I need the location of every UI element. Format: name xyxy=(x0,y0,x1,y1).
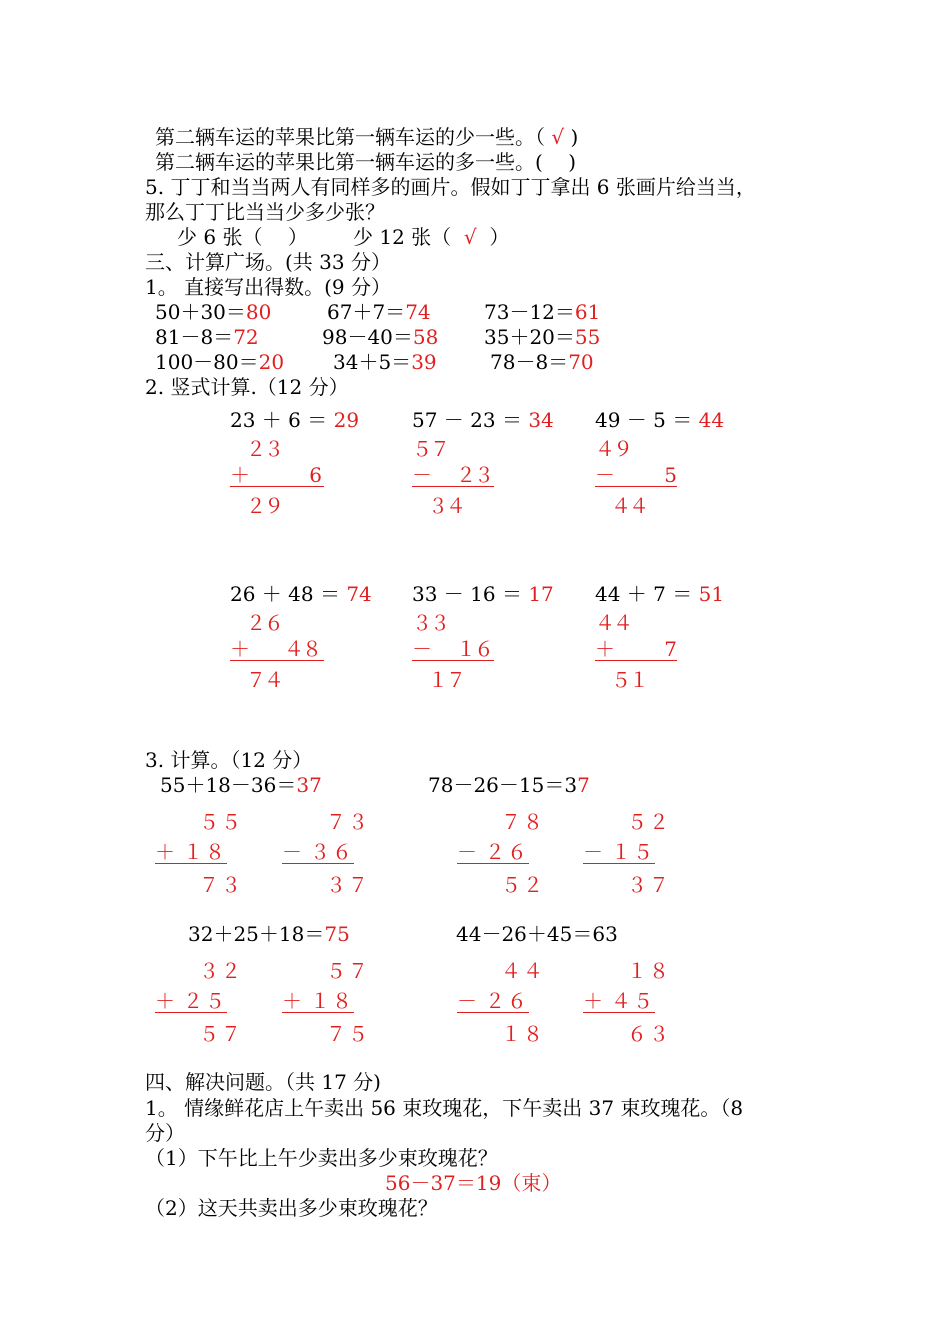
result: ２９ xyxy=(246,494,282,518)
direct-problem xyxy=(490,350,594,374)
operator: ＋ xyxy=(230,463,250,487)
section-3-title: 三、计算广场。(共 33 分） xyxy=(145,250,391,274)
part-2-title: 2. 竖式计算.（12 分） xyxy=(145,375,349,399)
answer: 44 xyxy=(698,408,725,432)
step-bottom-number: ２６ xyxy=(485,840,529,864)
direct-problem xyxy=(327,300,431,324)
answer: 70 xyxy=(568,350,594,374)
q5-option-2: 少 12 张（ √ ） xyxy=(353,225,510,249)
expression: 50＋30＝ xyxy=(155,300,246,324)
answer: 7 xyxy=(577,773,590,797)
expression: 44 ＋ 7 ＝ xyxy=(595,582,699,606)
part-1-title: 1。 直接写出得数。(9 分） xyxy=(145,275,391,299)
step-bottom-number: ４５ xyxy=(611,989,655,1013)
step-operator-line xyxy=(457,841,529,864)
step-bottom-number: １８ xyxy=(310,989,354,1013)
operator: － xyxy=(412,637,432,661)
sub-question-1: （1）下午比上午少卖出多少束玫瑰花？ xyxy=(145,1146,498,1170)
expression: 44－26＋45＝63 xyxy=(456,922,618,946)
section-4-title: 四、解决问题。（共 17 分) xyxy=(145,1070,381,1094)
step-operator-line xyxy=(282,990,354,1013)
expression: 100－80＝ xyxy=(155,350,259,374)
vertical-problem xyxy=(230,408,359,432)
step-result: ５２ xyxy=(501,873,545,897)
step-top-number: ５５ xyxy=(199,810,243,834)
step-result: ７３ xyxy=(199,873,243,897)
bottom-number: 5 xyxy=(664,463,675,487)
multi-step-problem xyxy=(188,922,350,946)
operator: ＋ xyxy=(230,637,250,661)
expression: 33 － 16 ＝ xyxy=(412,582,529,606)
check-answer: √ xyxy=(551,125,565,149)
problem-1-line1: 1。 情缘鲜花店上午卖出 56 束玫瑰花，下午卖出 37 束玫瑰花。（8 xyxy=(145,1096,744,1120)
step-bottom-number: ３６ xyxy=(310,840,354,864)
top-number: ２６ xyxy=(246,611,282,635)
vertical-problem xyxy=(412,408,554,432)
top-number: ５７ xyxy=(412,437,448,461)
step-bottom-number: ２５ xyxy=(183,989,227,1013)
direct-problem xyxy=(484,325,600,349)
step-operator-line xyxy=(155,841,227,864)
step-top-number: ３２ xyxy=(199,959,243,983)
step-top-number: ５２ xyxy=(627,810,671,834)
expression: 32＋25＋18＝ xyxy=(188,922,325,946)
direct-problem xyxy=(155,350,284,374)
operator: － xyxy=(412,463,432,487)
vertical-problem xyxy=(595,408,724,432)
operator-line xyxy=(412,464,494,487)
q5-option-1: 少 6 张（ ） xyxy=(177,225,308,249)
answer: 72 xyxy=(233,325,259,349)
expression: 49 － 5 ＝ xyxy=(595,408,699,432)
sub-question-2: （2）这天共卖出多少束玫瑰花？ xyxy=(145,1196,438,1220)
question-5-line1: 5. 丁丁和当当两人有同样多的画片。假如丁丁拿出 6 张画片给当当， xyxy=(145,175,756,199)
operator: － xyxy=(595,463,615,487)
bottom-number: 7 xyxy=(664,637,675,661)
answer: 37 xyxy=(296,773,322,797)
multi-step-problem xyxy=(456,922,618,946)
multi-step-problem xyxy=(428,773,590,797)
direct-problem xyxy=(333,350,437,374)
bottom-number: １６ xyxy=(456,637,492,661)
step-result: １８ xyxy=(501,1022,545,1046)
vertical-problem xyxy=(230,582,372,606)
problem-1-line2: 分） xyxy=(145,1121,185,1145)
vertical-problem xyxy=(412,582,554,606)
top-number: ３３ xyxy=(412,611,448,635)
bottom-number: ２３ xyxy=(456,463,492,487)
operator-line xyxy=(412,638,494,661)
step-result: ３７ xyxy=(627,873,671,897)
option-more: 第二辆车运的苹果比第一辆车运的多一些。( ) xyxy=(155,150,577,174)
expression: 26 ＋ 48 ＝ xyxy=(230,582,347,606)
direct-problem xyxy=(155,300,271,324)
part-3-title: 3. 计算。（12 分） xyxy=(145,748,313,772)
step-top-number: ５７ xyxy=(326,959,370,983)
answer: 80 xyxy=(245,300,272,324)
step-operator: ＋ xyxy=(282,989,302,1013)
question-5-line2: 那么丁丁比当当少多少张？ xyxy=(145,200,385,224)
answer: 58 xyxy=(412,325,439,349)
expression: 98－40＝ xyxy=(322,325,413,349)
top-number: ４４ xyxy=(595,611,631,635)
expression: 34＋5＝ xyxy=(333,350,412,374)
expression: 78－26－15＝3 xyxy=(428,773,578,797)
step-operator-line xyxy=(155,990,227,1013)
step-bottom-number: ２６ xyxy=(485,989,529,1013)
operator-line xyxy=(230,464,324,487)
expression: 35＋20＝ xyxy=(484,325,575,349)
step-operator-line xyxy=(457,990,529,1013)
step-operator: － xyxy=(282,840,302,864)
step-result: ７５ xyxy=(326,1022,370,1046)
step-operator: ＋ xyxy=(155,840,175,864)
answer: 75 xyxy=(324,922,350,946)
operator-line xyxy=(230,638,324,661)
step-top-number: ７８ xyxy=(501,810,545,834)
operator-line xyxy=(595,464,677,487)
answer: 51 xyxy=(698,582,725,606)
direct-problem xyxy=(155,325,259,349)
answer: 29 xyxy=(333,408,360,432)
answer: 61 xyxy=(574,300,601,324)
expression: 73－12＝ xyxy=(484,300,575,324)
expression: 81－8＝ xyxy=(155,325,234,349)
step-operator-line xyxy=(583,990,655,1013)
operator-line xyxy=(595,638,677,661)
bottom-number: ４８ xyxy=(284,637,320,661)
step-operator: － xyxy=(457,840,477,864)
answer: 74 xyxy=(405,300,431,324)
answer: 39 xyxy=(411,350,437,374)
option-less: 第二辆车运的苹果比第一辆车运的少一些。（ √ ) xyxy=(155,125,579,149)
result: ７４ xyxy=(246,668,282,692)
answer: 20 xyxy=(258,350,285,374)
check-answer: √ xyxy=(463,225,477,249)
step-top-number: ４４ xyxy=(501,959,545,983)
expression: 57 － 23 ＝ xyxy=(412,408,529,432)
top-number: ２３ xyxy=(246,437,282,461)
vertical-problem xyxy=(595,582,724,606)
result: ３４ xyxy=(428,494,464,518)
expression: 78－8＝ xyxy=(490,350,569,374)
step-operator: － xyxy=(457,989,477,1013)
step-operator: － xyxy=(583,840,603,864)
step-top-number: １８ xyxy=(627,959,671,983)
expression: 55＋18－36＝ xyxy=(160,773,297,797)
operator: ＋ xyxy=(595,637,615,661)
answer: 74 xyxy=(346,582,372,606)
direct-problem xyxy=(322,325,438,349)
step-operator: ＋ xyxy=(155,989,175,1013)
step-operator-line xyxy=(282,841,354,864)
step-bottom-number: １８ xyxy=(183,840,227,864)
result: １７ xyxy=(428,668,464,692)
expression: 23 ＋ 6 ＝ xyxy=(230,408,334,432)
step-bottom-number: １５ xyxy=(611,840,655,864)
expression: 67＋7＝ xyxy=(327,300,406,324)
answer: 34 xyxy=(528,408,554,432)
step-top-number: ７３ xyxy=(326,810,370,834)
step-result: ３７ xyxy=(326,873,370,897)
multi-step-problem xyxy=(160,773,322,797)
bottom-number: 6 xyxy=(309,463,320,487)
result: ５１ xyxy=(611,668,647,692)
sub-question-1-answer: 56－37＝19（束） xyxy=(385,1171,562,1195)
top-number: ４９ xyxy=(595,437,631,461)
result: ４４ xyxy=(611,494,647,518)
step-result: ５７ xyxy=(199,1022,243,1046)
direct-problem xyxy=(484,300,600,324)
answer: 55 xyxy=(574,325,601,349)
answer: 17 xyxy=(528,582,554,606)
step-operator-line xyxy=(583,841,655,864)
step-operator: ＋ xyxy=(583,989,603,1013)
step-result: ６３ xyxy=(627,1022,671,1046)
